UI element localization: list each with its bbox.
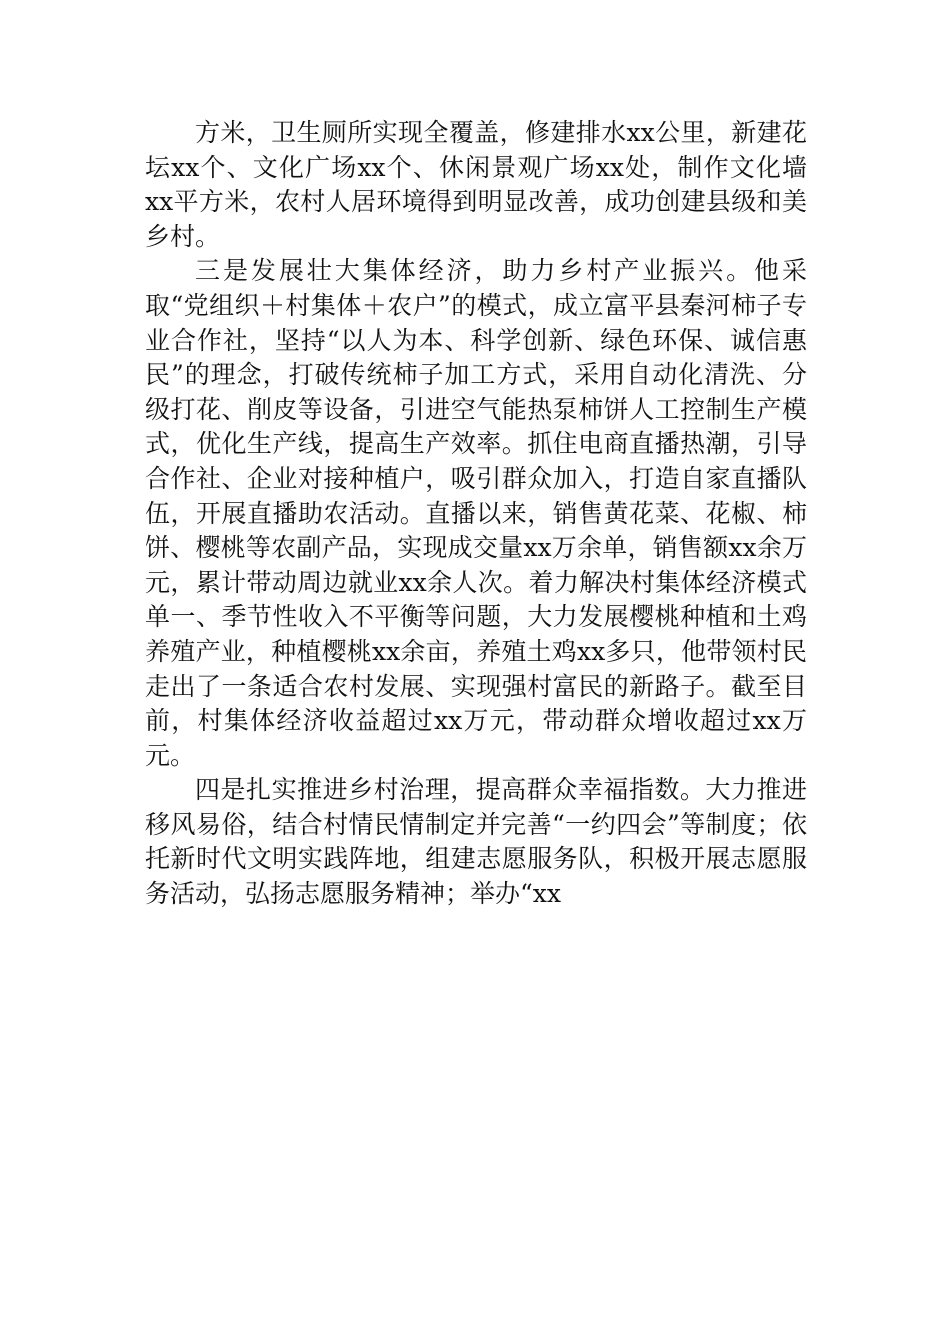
paragraph-2: 三是发展壮大集体经济，助力乡村产业振兴。他采取“党组织＋村集体＋农户”的模式，成立富平县秦河柿子专业合作社，坚持“以人为本、科学创新、绿色环保、诚信惠民”的理念，打破传统柿子加工方式，采用自动化清洗、分级打花、削皮等设备，引进空气能热泵柿饼人工控制生产模式，优化生产线，提高生产效率。抓住电商直播热潮，引导合作社、企业对接种植户，吸引群众加入，打造自家直播队伍，开展直播助农活动。直播以来，销售黄花菜、花椒、柿饼、樱桃等农副产品，实现成交量xx万余单，销售额xx余万元，累计带动周边就业xx余人次。着力解决村集体经济模式单一、季节性收入不平衡等问题，大力发展樱桃种植和土鸡养殖产业，种植樱桃xx余亩，养殖土鸡xx多只，他带领村民走出了一条适合农村发展、实现强村富民的新路子。截至目前，村集体经济收益超过xx万元，带动群众增收超过xx万元。	[145, 256, 807, 770]
paragraph-1: 方米，卫生厕所实现全覆盖，修建排水xx公里，新建花坛xx个、文化广场xx个、休闲景观广场xx处，制作文化墙xx平方米，农村人居环境得到明显改善，成功创建县级和美乡村。	[145, 118, 807, 251]
document-body	[145, 116, 807, 912]
paragraph-3: 四是扎实推进乡村治理，提高群众幸福指数。大力推进移风易俗，结合村情民情制定并完善“一约四会”等制度；依托新时代文明实践阵地，组建志愿服务队，积极开展志愿服务活动，弘扬志愿服务精神；举办“xx	[145, 775, 807, 909]
